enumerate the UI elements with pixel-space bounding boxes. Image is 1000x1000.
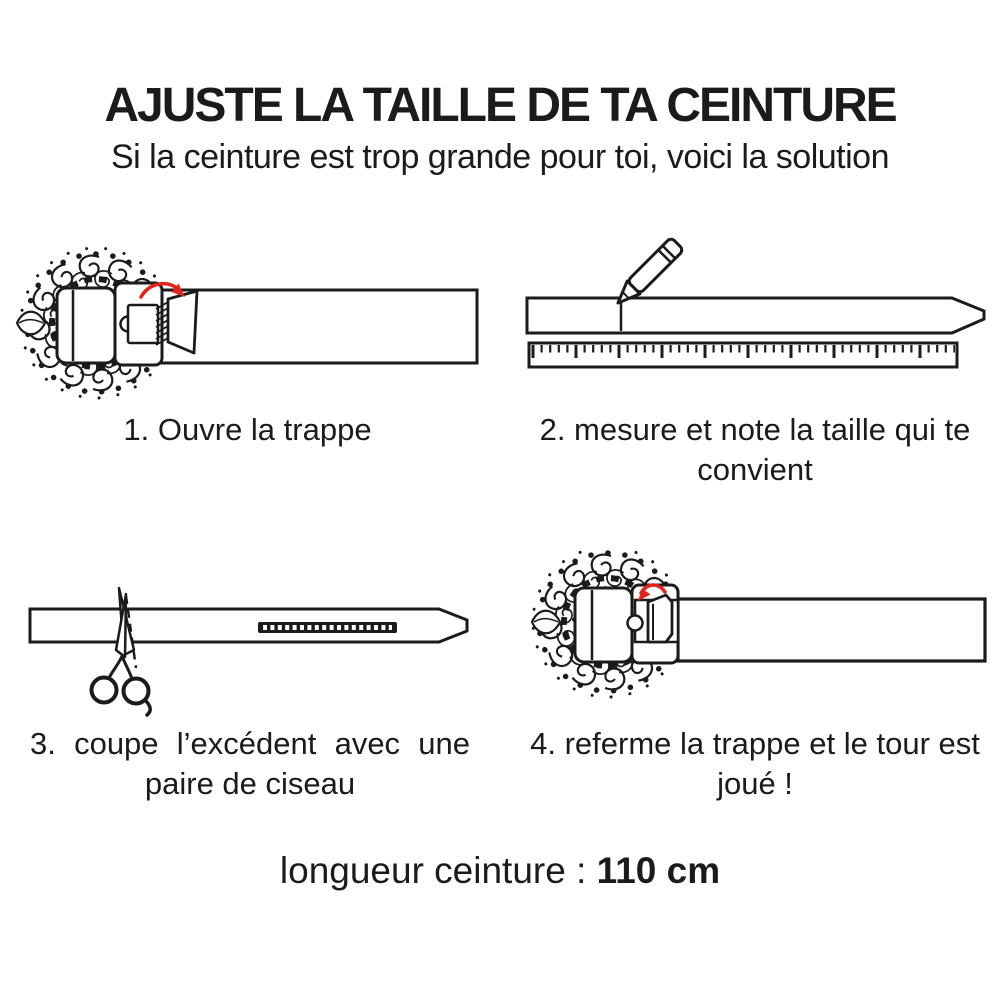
belt-length-line — [0, 850, 1000, 892]
belt-strap — [527, 298, 984, 333]
leaf-ornament-icon — [532, 611, 560, 634]
step-1-illustration — [15, 245, 485, 405]
belt-strap — [678, 599, 985, 661]
step-3-illustration — [15, 580, 485, 725]
leaf-ornament-icon — [17, 312, 45, 335]
belt-length-value: 110 cm — [596, 850, 721, 891]
step-2-illustration — [515, 235, 990, 385]
page-title: AJUSTE LA TAILLE DE TA CEINTURE — [104, 79, 896, 132]
ruler-icon — [529, 343, 957, 367]
belt-length-label: longueur ceinture : — [279, 850, 587, 891]
buckle-plate — [575, 588, 632, 662]
step-3-caption: 3. coupe l’excédent avec une paire de ciseau — [30, 726, 470, 802]
scissors-icon — [92, 588, 151, 715]
belt-strap — [160, 290, 477, 363]
step-4-caption: 4. referme la trappe et le tour est joué ! — [530, 726, 980, 802]
buckle-flap-open — [168, 291, 197, 353]
step-2-caption: 2. mesure et note la taille qui te convient — [539, 412, 971, 488]
buckle-flap-closing — [648, 595, 672, 642]
belt-holes-strip — [258, 622, 397, 633]
belt-strap — [30, 609, 467, 642]
buckle-plate — [57, 288, 115, 363]
step-1-caption: 1. Ouvre la trappe — [123, 412, 372, 447]
page-subtitle: Si la ceinture est trop grande pour toi, voici la solution — [110, 138, 889, 176]
step-4-illustration — [530, 550, 990, 710]
